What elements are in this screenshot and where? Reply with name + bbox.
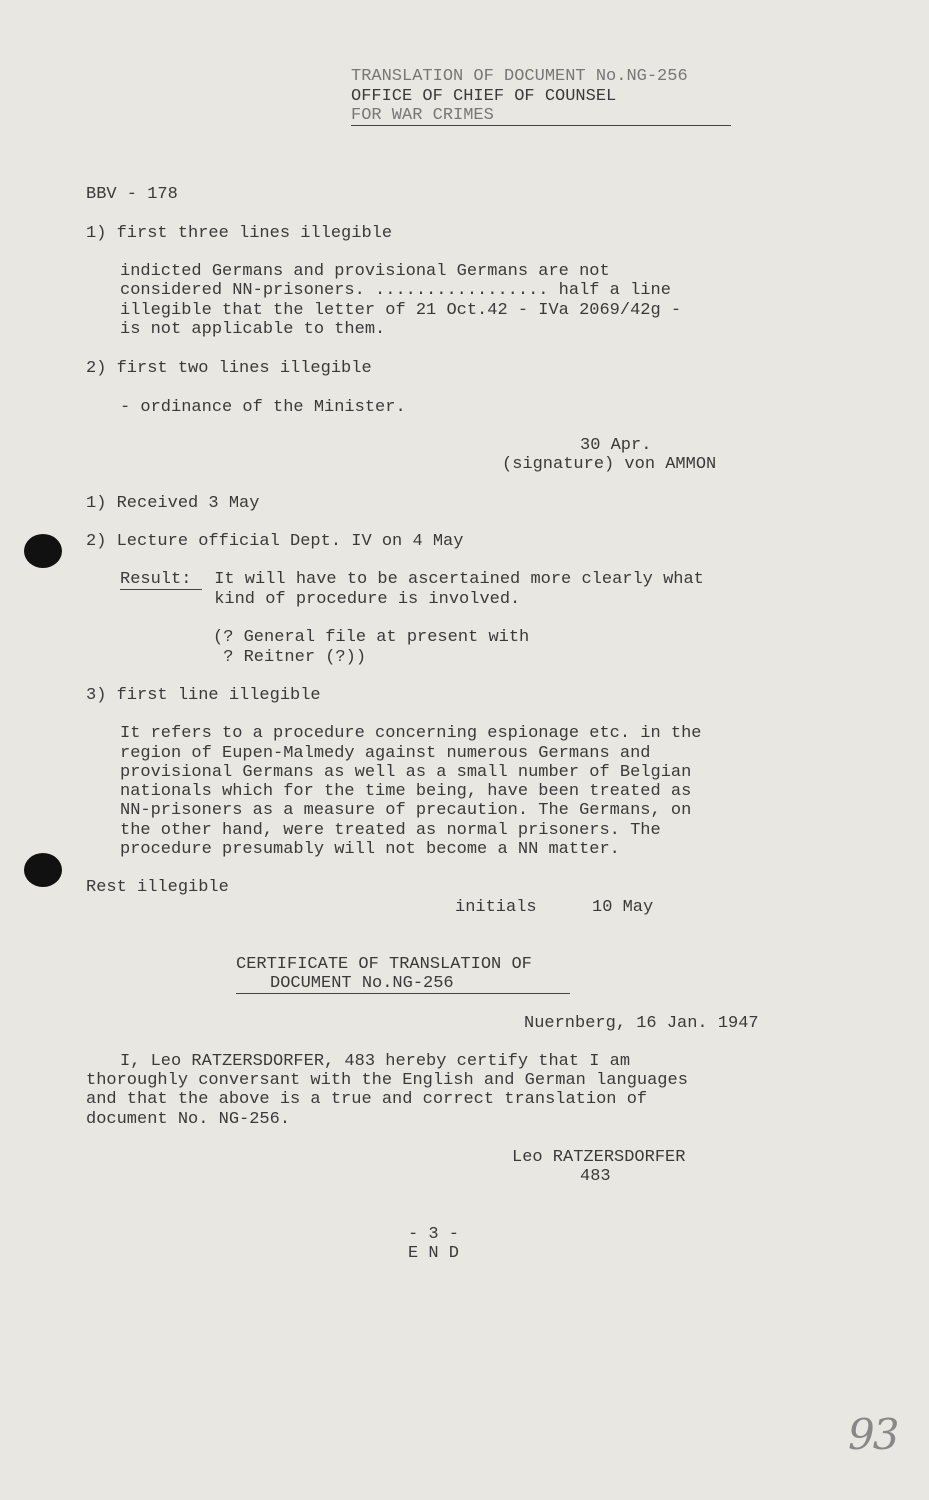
signer-name: Leo RATZERSDORFER: [512, 1148, 686, 1167]
received-line: 1) Received 3 May: [86, 494, 260, 513]
para-line: procedure presumably will not become a NN matter.: [120, 840, 620, 859]
lecture-line: 2) Lecture official Dept. IV on 4 May: [86, 532, 464, 551]
header-line-3: FOR WAR CRIMES: [351, 106, 731, 126]
para-line: considered NN-prisoners. ................. half a line: [120, 281, 671, 300]
initials-label: initials: [455, 898, 537, 917]
signature-ammon: (signature) von AMMON: [502, 455, 717, 474]
header-line-2: OFFICE OF CHIEF OF COUNSEL: [351, 87, 617, 106]
para-line: indicted Germans and provisional Germans are not: [120, 262, 610, 281]
item-1-first-lines: 1) first three lines illegible: [86, 224, 393, 243]
general-file-line: (? General file at present with: [213, 628, 530, 647]
para-line: region of Eupen-Malmedy against numerous Germans and: [120, 744, 651, 763]
certificate-title-2: DOCUMENT No.NG-256: [236, 974, 570, 994]
header-line-1: TRANSLATION OF DOCUMENT No.NG-256: [351, 67, 688, 86]
result-line: kind of procedure is involved.: [204, 590, 521, 609]
punch-hole: [24, 534, 62, 568]
initials-date: 10 May: [592, 898, 654, 917]
para-line: illegible that the letter of 21 Oct.42 - IVa 2069/42g -: [120, 301, 682, 320]
handwritten-page-number: 93: [848, 1410, 898, 1459]
result-line: It will have to be ascertained more clearly what: [204, 570, 704, 589]
certificate-body-line: and that the above is a true and correct translation of: [86, 1090, 648, 1109]
end-marker: E N D: [408, 1244, 460, 1263]
rest-illegible: Rest illegible: [86, 878, 229, 897]
para-line: provisional Germans as well as a small number of Belgian: [120, 763, 692, 782]
certificate-body-line: document No. NG-256.: [86, 1110, 291, 1129]
certificate-body-line: I, Leo RATZERSDORFER, 483 hereby certify that I am: [120, 1052, 631, 1071]
signer-number: 483: [580, 1167, 611, 1186]
certificate-body-line: thoroughly conversant with the English and German languages: [86, 1071, 688, 1090]
document-reference: BBV - 178: [86, 185, 178, 204]
certificate-title-1: CERTIFICATE OF TRANSLATION OF: [236, 955, 532, 974]
item-3-first-line: 3) first line illegible: [86, 686, 321, 705]
para-line: the other hand, were treated as normal prisoners. The: [120, 821, 661, 840]
punch-hole: [24, 853, 62, 887]
result-label: Result:: [120, 570, 202, 590]
para-line: NN-prisoners as a measure of precaution. The Germans, on: [120, 801, 692, 820]
page-number: - 3 -: [408, 1225, 460, 1244]
general-file-line: ? Reitner (?)): [213, 648, 367, 667]
date-30-apr: 30 Apr.: [580, 436, 652, 455]
item-2-first-lines: 2) first two lines illegible: [86, 359, 372, 378]
para-line: It refers to a procedure concerning espionage etc. in the: [120, 724, 702, 743]
para-line: nationals which for the time being, have been treated as: [120, 782, 692, 801]
para-line: is not applicable to them.: [120, 320, 386, 339]
place-date: Nuernberg, 16 Jan. 1947: [524, 1014, 759, 1033]
ordinance-line: - ordinance of the Minister.: [120, 398, 406, 417]
